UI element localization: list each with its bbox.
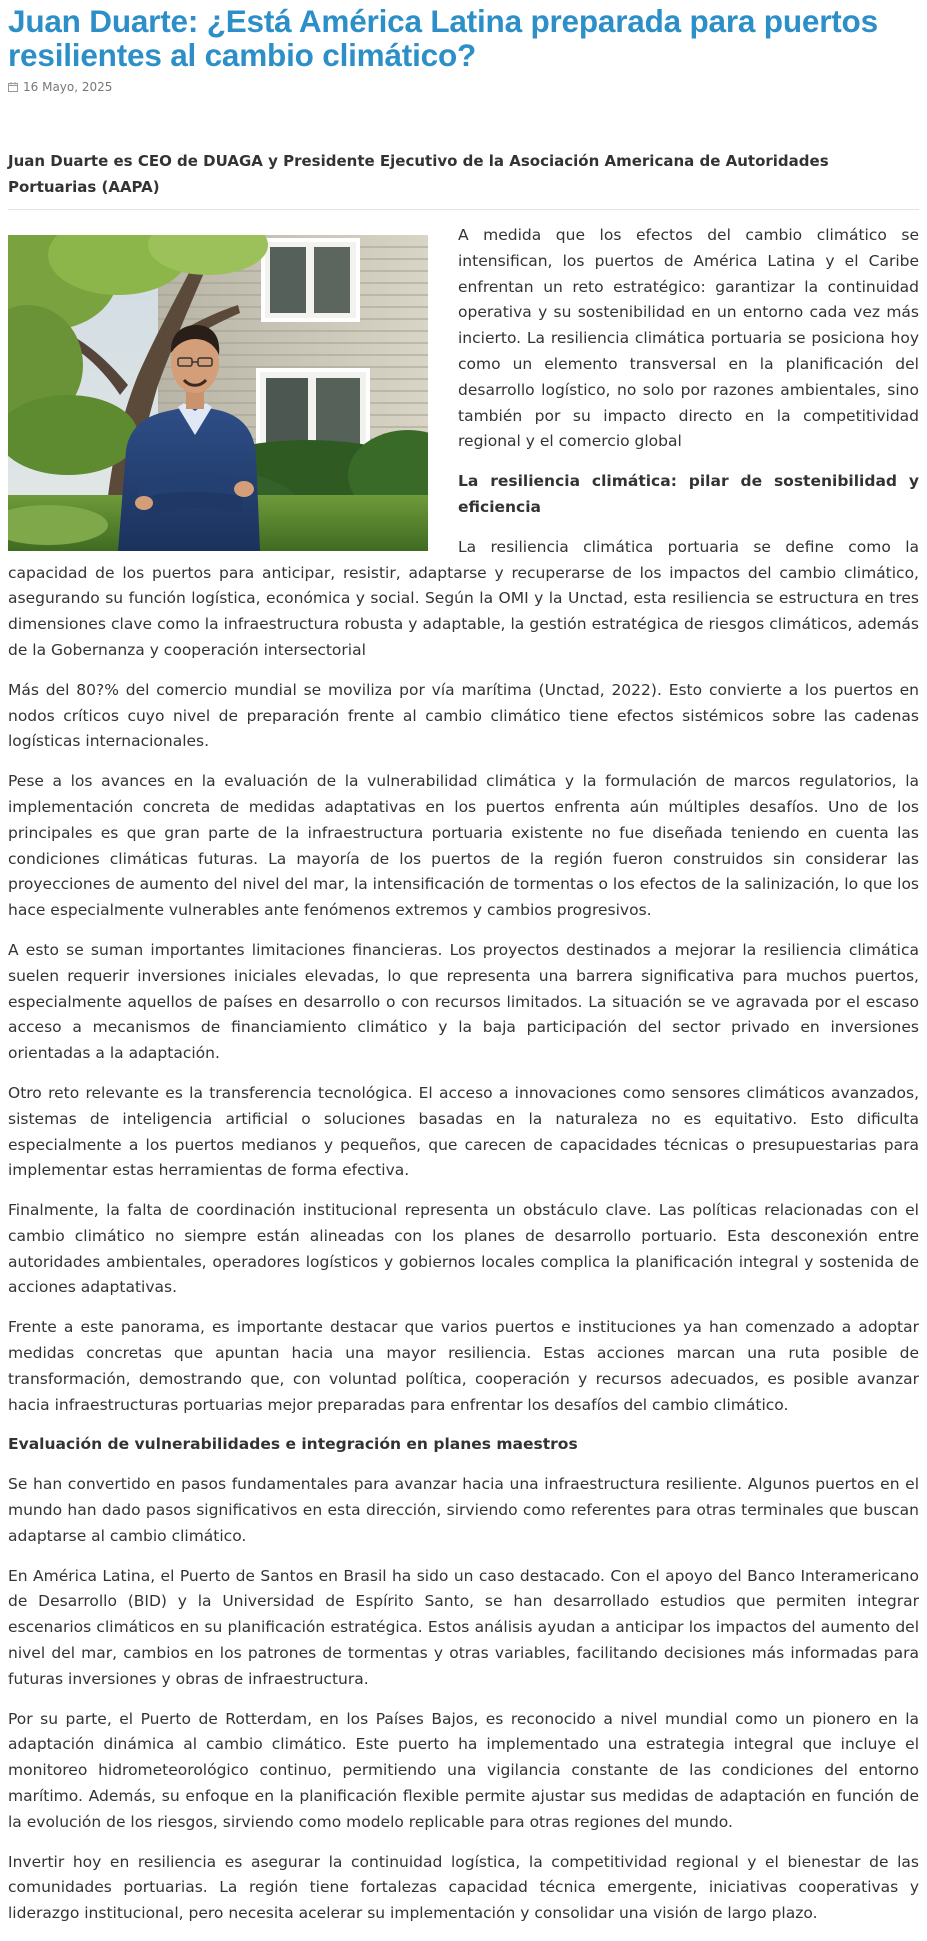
paragraph: Más del 80?% del comercio mundial se moviliza por vía marítima (Unctad, 2022). Esto convierte a los puertos en nodos críticos cuyo nivel de preparación frente al cambio climático tiene efectos sistémicos sobre las cadenas logísticas internacionales. [8, 680, 919, 751]
publish-date: 16 Mayo, 2025 [23, 80, 113, 94]
paragraph: Se han convertido en pasos fundamentales para avanzar hacia una infraestructura resiliente. Algunos puertos en el mundo han dado pasos significativos en esta dirección, sirviendo como referentes para otras terminales que buscan adaptarse al cambio climático. [8, 1475, 919, 1545]
article [8, 0, 919, 1941]
paragraph: Invertir hoy en resiliencia es asegurar la continuidad logística, la competitividad regional y el bienestar de las comunidades portuarias. La región tiene fortalezas capacidad técnica emergente, iniciativas cooperativas y liderazgo institucional, pero necesita acelerar su implementación y consolidar una visión de largo plazo. [8, 1852, 919, 1923]
article-subtitle: Juan Duarte es CEO de DUAGA y Presidente Ejecutivo de la Asociación Americana de Autoridades Portuarias (AAPA) [8, 148, 919, 210]
calendar-icon [8, 82, 18, 92]
paragraph: Pese a los avances en la evaluación de la vulnerabilidad climática y la formulación de marcos regulatorios, la implementación concreta de medidas adaptativas en los puertos enfrenta aún múltiples desafíos. Uno de los principales es que gran parte de la infraestructura portuaria existente no fue diseñada teniendo en cuenta las condiciones climáticas futuras. La mayoría de los puertos de la región fueron construidos sin considerar las proyecciones de aumento del nivel del mar, la intensificación de tormentas o los efectos de la salinización, lo que los hace especialmente vulnerables ante fenómenos extremos y cambios progresivos. [8, 772, 919, 920]
paragraph: En América Latina, el Puerto de Santos en Brasil ha sido un caso destacado. Con el apoyo del Banco Interamericano de Desarrollo (BID) y la Universidad de Espírito Santo, se han desarrollado estudios que permiten integrar escenarios climáticos en su planificación estratégica. Estos análisis ayudan a anticipar los impactos del aumento del nivel del mar, cambios en los patrones de tormentas y otras variables, facilitando decisiones más informadas para futuras inversiones y obras de infraestructura. [8, 1566, 919, 1688]
article-meta [8, 80, 919, 94]
paragraph: A medida que los efectos del cambio climático se intensifican, los puertos de América Latina y el Caribe enfrentan un reto estratégico: garantizar la continuidad operativa y su sostenibilidad en un entorno cada vez más incierto. La resiliencia climática portuaria se posiciona hoy como un elemento transversal en la planificación del desarrollo logístico, no solo por razones ambientales, sino también por su impacto directo en la competitividad regional y el comercio global [458, 226, 919, 451]
paragraph: Por su parte, el Puerto de Rotterdam, en los Países Bajos, es reconocido a nivel mundial como un pionero en la adaptación dinámica al cambio climático. Este puerto ha implementado una estrategia integral que incluye el monitoreo hidrometeorológico continuo, permitiendo una vigilancia constante de las condiciones del entorno marítimo. Además, su enfoque en la planificación flexible permite ajustar sus medidas de adaptación en función de la evolución de los riesgos, sirviendo como modelo replicable para otras regiones del mundo. [8, 1709, 919, 1831]
section-heading: Evaluación de vulnerabilidades e integración en planes maestros [8, 1435, 578, 1454]
paragraph: A esto se suman importantes limitaciones financieras. Los proyectos destinados a mejorar la resiliencia climática suelen requerir inversiones iniciales elevadas, lo que representa una barrera significativa para muchos puertos, especialmente aquellos de países en desarrollo o con recursos limitados. La situación se ve agravada por el escaso acceso a mecanismos de financiamiento climático y la baja participación del sector privado en inversiones orientadas a la adaptación. [8, 940, 919, 1063]
article-body [8, 223, 919, 1927]
section-heading: La resiliencia climática: pilar de sostenibilidad y eficiencia [458, 472, 919, 516]
portrait-photo [8, 235, 428, 551]
paragraph: Otro reto relevante es la transferencia tecnológica. El acceso a innovaciones como sensores climáticos avanzados, sistemas de inteligencia artificial o soluciones basadas en la naturaleza no es equitativo. Esto dificulta especialmente a los puertos medianos y pequeños, que carecen de capacidades técnicas o presupuestarias para implementar estas herramientas de forma efectiva. [8, 1083, 919, 1180]
paragraph: Frente a este panorama, es importante destacar que varios puertos e instituciones ya han comenzado a adoptar medidas concretas que apuntan hacia una mayor resiliencia. Estas acciones marcan una ruta posible de transformación, demostrando que, con voluntad política, cooperación y recursos adecuados, es posible avanzar hacia infraestructuras portuarias mejor preparadas para enfrentar los desafíos del cambio climático. [8, 1318, 919, 1414]
paragraph: Finalmente, la falta de coordinación institucional representa un obstáculo clave. Las políticas relacionadas con el cambio climático no siempre están alineadas con los planes de desarrollo portuario. Esta desconexión entre autoridades ambientales, operadores logísticos y gobiernos locales complica la planificación integral y sostenida de acciones adaptativas. [8, 1201, 919, 1297]
paragraph: La resiliencia climática portuaria se define como la capacidad de los puertos para anticipar, resistir, adaptarse y recuperarse de los impactos del cambio climático, asegurando su función logística, económica y social. Según la OMI y la Unctad, esta resiliencia se estructura en tres dimensiones clave como la infraestructura robusta y adaptable, la gestión estratégica de riesgos climáticos, además de la Gobernanza y cooperación intersectorial [8, 537, 919, 659]
article-title: Juan Duarte: ¿Está América Latina preparada para puertos resilientes al cambio climático? [8, 3, 878, 73]
